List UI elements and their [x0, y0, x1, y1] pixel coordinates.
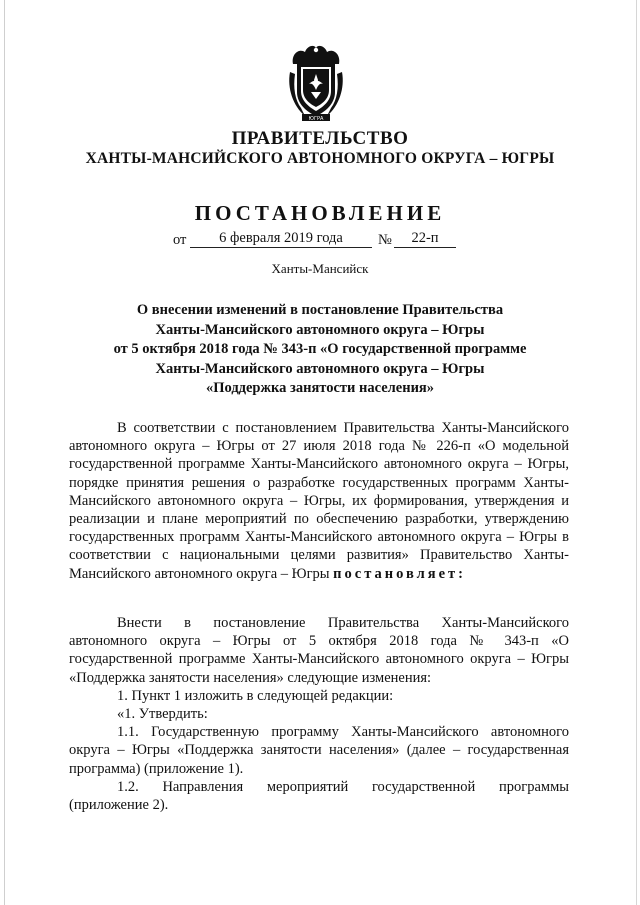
item-1-1-1: 1.1. Государственную программу Ханты-Мансийского автономного округа – Югры «Поддержка занятости населения» (далее – государственная программа) (приложение 1). [69, 724, 569, 777]
preamble-text: В соответствии с постановлением Правительства Ханты-Мансийского автономного округа – Югры от 27 июля 2018 года № 226-п «О модельной государственной программе Ханты-Мансийского автономного округа – Югры, порядке принятия решения о разработке государственных программ Ханты-Мансийского автономного округа – Югры, их формирования, утверждения и реализации и плане мероприятий по обеспечению разработки, утверждению государственных программ Ханты-Мансийского автономного округа – Югры в соответствии с национальными целями развития» Правительство Ханты-Мансийского автономного округа – Югры [69, 420, 569, 582]
item-1-1-2: 1.2. Направления мероприятий государственной программы (приложение 2). [69, 778, 569, 814]
coat-of-arms-emblem [287, 44, 345, 122]
number-label: № [378, 232, 392, 248]
subject-line: Ханты-Мансийского автономного округа – Югры [155, 321, 485, 338]
government-title: ПРАВИТЕЛЬСТВО [231, 128, 409, 149]
subject-line: Ханты-Мансийского автономного округа – Югры [155, 360, 485, 377]
resolves-word: постановляет: [333, 565, 466, 582]
amendments-block [69, 614, 569, 814]
amendment-intro: Внести в постановление Правительства Ханты-Мансийского автономного округа – Югры от 5 октября 2018 года № 343-п «О государственной программе Ханты-Мансийского автономного округа – Югры «Поддержка занятости населения» следующие изменения: [69, 615, 569, 686]
emblem-motto: ЮГРА [308, 116, 324, 122]
preamble-paragraph [69, 419, 569, 583]
subject-line: «Поддержка занятости населения» [205, 380, 435, 396]
government-region: ХАНТЫ-МАНСИЙСКОГО АВТОНОМНОГО ОКРУГА – ЮГРЫ [85, 150, 555, 167]
subject-line: от 5 октября 2018 года № 343-п «О государственной программе [113, 341, 527, 357]
item-1-1: «1. Утвердить: [117, 706, 208, 723]
document-subject [80, 301, 560, 399]
date-from-label: от [173, 232, 187, 248]
document-type-title: ПОСТАНОВЛЕНИЕ [194, 201, 446, 225]
document-date: 6 февраля 2019 года [190, 230, 372, 248]
date-number-row [0, 230, 640, 250]
item-1: 1. Пункт 1 изложить в следующей редакции: [117, 687, 394, 704]
preamble-block [69, 419, 569, 583]
subject-line: О внесении изменений в постановление Правительства [136, 302, 504, 318]
document-number: 22-п [394, 230, 456, 248]
city-name: Ханты-Мансийск [271, 261, 369, 276]
